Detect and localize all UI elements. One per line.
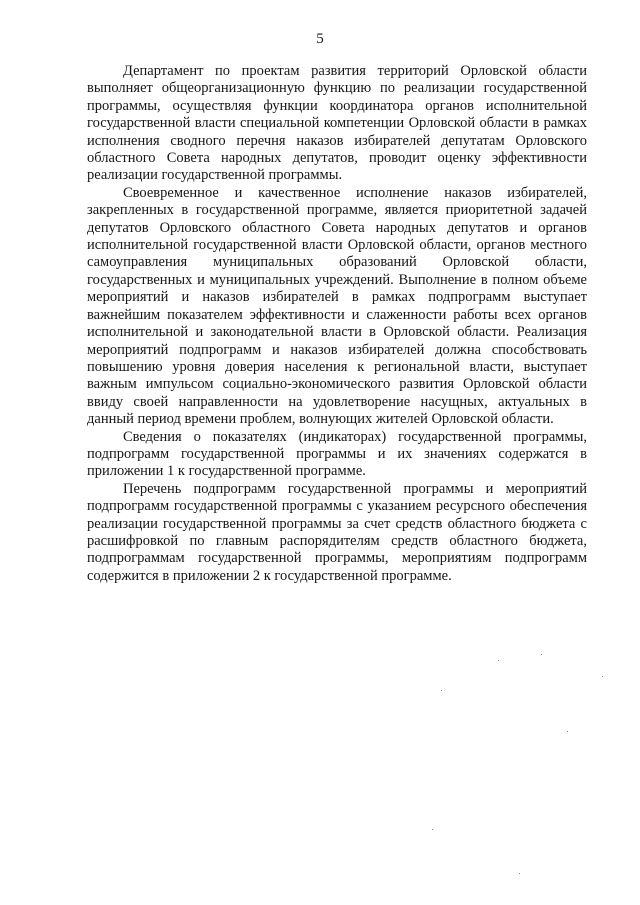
- document-body: [87, 63, 587, 585]
- scan-speck: [519, 873, 520, 874]
- paragraph-subprograms-appendix: Перечень подпрограмм государственной программы и мероприятий подпрограмм государственной программы с указанием ресурсного обеспечения реализации государственной программы за счет средств областного бюджета с расшифровкой по главным распорядителям средств областного бюджета, подпрограммам государственной программы, мероприятиям подпрограмм содержится в приложении 2 к государственной программе.: [87, 480, 587, 584]
- paragraph-coordinator-role: Департамент по проектам развития территорий Орловской области выполняет общеорганизационную функцию по реализации государственной программы, осуществляя функции координатора органов исполнительной государственной власти специальной компетенции Орловской области в рамках исполнения сводного перечня наказов избирателей депутатам Орловского областного Совета народных депутатов, проводит оценку эффективности реализации государственной программы.: [87, 63, 587, 184]
- scan-speck: [541, 654, 542, 655]
- scan-speck: [441, 690, 442, 691]
- paragraph-indicators-appendix: Сведения о показателях (индикаторах) государственной программы, подпрограмм государственной программы и их значениях содержатся в приложении 1 к государственной программе.: [87, 428, 587, 480]
- scan-speck: [498, 660, 499, 661]
- scan-speck: [567, 731, 568, 732]
- paragraph-voter-mandates: Своевременное и качественное исполнение наказов избирателей, закрепленных в государственной программе, является приоритетной задачей депутатов Орловского областного Совета народных депутатов и органов исполнительной государственной власти Орловской области, органов местного самоуправления муниципальных образований Орловской области, государственных и муниципальных учреждений. Выполнение в полном объеме мероприятий и наказов избирателей в рамках подпрограмм выступает важнейшим показателем эффективности и слаженности работы всех органов исполнительной и законодательной власти в Орловской области. Реализация мероприятий подпрограмм и наказов избирателей должна способствовать повышению уровня доверия населения к региональной власти, выступает важным импульсом социально-экономического развития Орловской области ввиду своей направленности на удовлетворение насущных, актуальных в данный период времени проблем, волнующих жителей Орловской области.: [87, 184, 587, 428]
- scan-speck: [432, 829, 433, 830]
- page-number: 5: [316, 31, 324, 47]
- scan-speck: [602, 676, 603, 677]
